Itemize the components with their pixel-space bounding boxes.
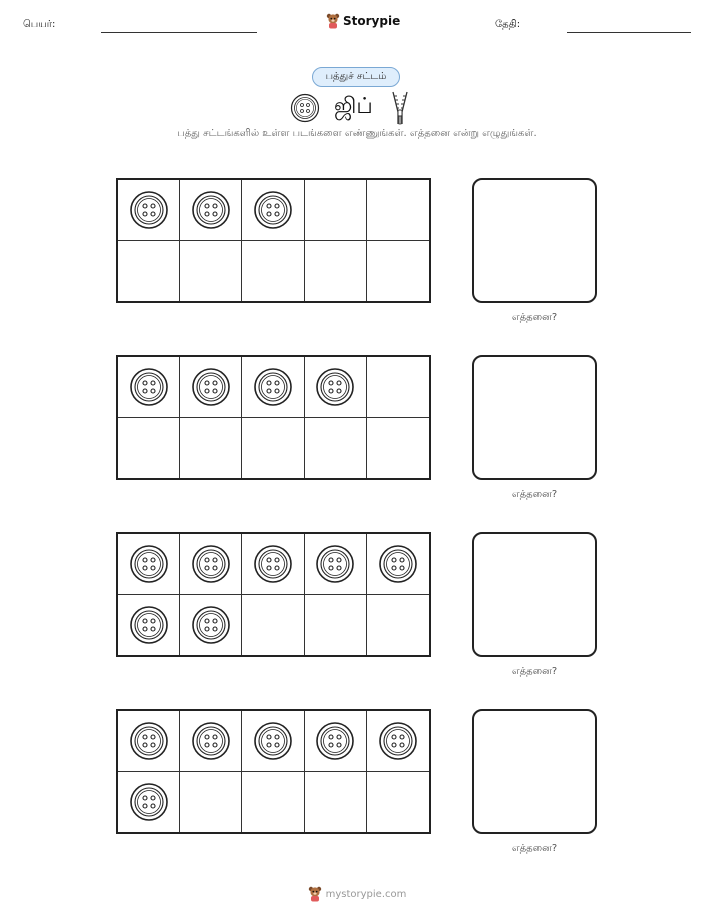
frame-cell	[305, 180, 367, 241]
frame-cell	[305, 534, 367, 595]
frame-cell	[367, 418, 429, 479]
frame-cell	[242, 772, 304, 833]
frame-cell	[118, 772, 180, 833]
button-icon	[129, 782, 169, 822]
button-icon	[253, 544, 293, 584]
button-icon	[191, 190, 231, 230]
title-word: ஜிப்	[334, 94, 373, 119]
ten-frame	[116, 355, 431, 480]
title-row	[290, 90, 411, 126]
bear-mascot-icon	[326, 13, 340, 29]
answer-box[interactable]	[472, 709, 597, 834]
button-icon	[129, 544, 169, 584]
footer	[0, 886, 714, 902]
zipper-icon	[389, 90, 411, 126]
frame-cell	[367, 241, 429, 302]
date-field[interactable]	[567, 32, 691, 33]
button-icon	[129, 605, 169, 645]
name-field[interactable]	[101, 32, 257, 33]
answer-label: எத்தனை?	[511, 312, 558, 323]
frame-cell	[305, 711, 367, 772]
frame-cell	[180, 595, 242, 656]
frame-cell	[118, 595, 180, 656]
answer-label: எத்தனை?	[511, 666, 558, 677]
ten-frame	[116, 709, 431, 834]
frame-cell	[180, 241, 242, 302]
frame-cell	[242, 418, 304, 479]
frame-cell	[305, 772, 367, 833]
frame-cell	[180, 711, 242, 772]
title-text: பத்துச் சட்டம்	[325, 71, 387, 82]
frame-cell	[305, 241, 367, 302]
frame-cell	[242, 180, 304, 241]
button-icon	[129, 190, 169, 230]
frame-cell	[118, 418, 180, 479]
bear-mascot-icon	[308, 886, 322, 902]
frame-cell	[242, 534, 304, 595]
answer-label: எத்தனை?	[511, 843, 558, 854]
frame-cell	[367, 534, 429, 595]
brand-name: Storypie	[343, 14, 401, 28]
answer-box[interactable]	[472, 355, 597, 480]
frame-cell	[180, 772, 242, 833]
button-icon	[290, 93, 320, 123]
frame-cell	[367, 357, 429, 418]
frame-cell	[242, 595, 304, 656]
frame-cell	[367, 772, 429, 833]
button-icon	[129, 367, 169, 407]
button-icon	[315, 544, 355, 584]
frame-cell	[118, 711, 180, 772]
frame-cell	[242, 241, 304, 302]
frame-cell	[242, 711, 304, 772]
ten-frame	[116, 532, 431, 657]
frame-cell	[305, 357, 367, 418]
frame-cell	[367, 180, 429, 241]
answer-box[interactable]	[472, 532, 597, 657]
frame-cell	[180, 357, 242, 418]
storypie-logo	[326, 13, 400, 29]
title-pill	[312, 67, 400, 87]
instructions: பத்து சட்டங்களில் உள்ள படங்களை எண்ணுங்கள். எத்தனை என்று எழுதுங்கள்.	[177, 128, 537, 139]
button-icon	[378, 544, 418, 584]
footer-link[interactable]: mystorypie.com	[325, 888, 407, 900]
frame-cell	[242, 357, 304, 418]
button-icon	[191, 721, 231, 761]
button-icon	[253, 367, 293, 407]
button-icon	[378, 721, 418, 761]
button-icon	[253, 190, 293, 230]
answer-box[interactable]	[472, 178, 597, 303]
button-icon	[191, 367, 231, 407]
button-icon	[315, 367, 355, 407]
frame-cell	[118, 241, 180, 302]
frame-cell	[180, 534, 242, 595]
frame-cell	[305, 595, 367, 656]
frame-cell	[367, 711, 429, 772]
name-label: பெயர்:	[23, 19, 56, 30]
button-icon	[191, 544, 231, 584]
frame-cell	[305, 418, 367, 479]
frame-cell	[367, 595, 429, 656]
frame-cell	[180, 418, 242, 479]
date-label: தேதி:	[495, 19, 521, 30]
button-icon	[129, 721, 169, 761]
frame-cell	[118, 180, 180, 241]
answer-label: எத்தனை?	[511, 489, 558, 500]
button-icon	[191, 605, 231, 645]
frame-cell	[180, 180, 242, 241]
frame-cell	[118, 357, 180, 418]
frame-cell	[118, 534, 180, 595]
button-icon	[253, 721, 293, 761]
button-icon	[315, 721, 355, 761]
ten-frame	[116, 178, 431, 303]
